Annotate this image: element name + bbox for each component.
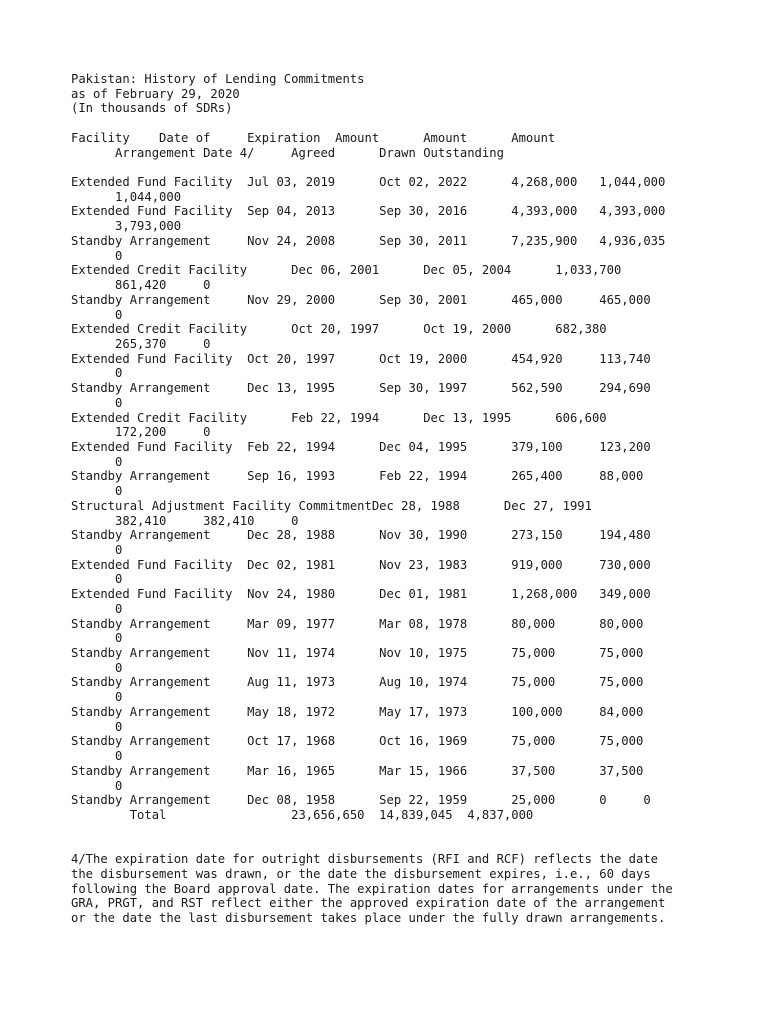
footnote-line: or the date the last disbursement takes place under the fully drawn arrangements. — [71, 910, 666, 925]
document-header — [71, 72, 711, 116]
table-row: Extended Fund Facility Feb 22, 1994 Dec 04, 1995 379,100 123,200 — [71, 439, 651, 454]
spacer — [71, 160, 711, 175]
table-row-wrap: 172,200 0 — [71, 425, 211, 440]
table-row-wrap: 1,044,000 — [71, 189, 182, 204]
table-row-wrap: 0 — [71, 454, 123, 469]
table-row: Standby Arrangement Aug 11, 1973 Aug 10, 1974 75,000 75,000 — [71, 675, 644, 690]
table-row-wrap: 0 — [71, 719, 123, 734]
table-row-wrap: 861,420 0 — [71, 278, 211, 293]
spacer — [71, 837, 711, 852]
table-row-wrap: 0 — [71, 749, 123, 764]
table-row-wrap: 0 — [71, 307, 123, 322]
table-row-wrap: 0 — [71, 778, 123, 793]
table-row: Standby Arrangement Nov 24, 2008 Sep 30, 2011 7,235,900 4,936,035 — [71, 233, 666, 248]
column-header-line: Arrangement Date 4/ Agreed Drawn Outstanding — [71, 145, 504, 160]
commitments-table — [71, 175, 711, 823]
table-row: Standby Arrangement Dec 28, 1988 Nov 30, 1990 273,150 194,480 — [71, 528, 651, 543]
table-row-wrap: 3,793,000 — [71, 219, 182, 234]
table-row: Extended Credit Facility Oct 20, 1997 Oct 19, 2000 682,380 — [71, 322, 607, 337]
table-row-wrap: 0 — [71, 395, 123, 410]
table-row-wrap: 0 — [71, 366, 123, 381]
table-row: Standby Arrangement Nov 11, 1974 Nov 10, 1975 75,000 75,000 — [71, 646, 644, 661]
table-row-wrap: 0 — [71, 601, 123, 616]
table-row: Extended Fund Facility Nov 24, 1980 Dec 01, 1981 1,268,000 349,000 — [71, 587, 651, 602]
footnote-line: GRA, PRGT, and RST reflect either the approved expiration date of the arrangement — [71, 896, 666, 911]
table-row: Extended Fund Facility Sep 04, 2013 Sep 30, 2016 4,393,000 4,393,000 — [71, 204, 666, 219]
table-row: Standby Arrangement May 18, 1972 May 17, 1973 100,000 84,000 — [71, 704, 644, 719]
table-row-wrap: 382,410 382,410 0 — [71, 513, 299, 528]
table-row: Extended Fund Facility Dec 02, 1981 Nov 23, 1983 919,000 730,000 — [71, 557, 651, 572]
table-row-wrap: 0 — [71, 631, 123, 646]
table-row-wrap: 0 — [71, 572, 123, 587]
table-row: Standby Arrangement Nov 29, 2000 Sep 30, 2001 465,000 465,000 — [71, 292, 651, 307]
table-row: Standby Arrangement Oct 17, 1968 Oct 16, 1969 75,000 75,000 — [71, 734, 644, 749]
table-row: Extended Credit Facility Feb 22, 1994 Dec 13, 1995 606,600 — [71, 410, 607, 425]
table-row: Standby Arrangement Mar 09, 1977 Mar 08, 1978 80,000 80,000 — [71, 616, 644, 631]
table-row: Extended Credit Facility Dec 06, 2001 Dec 05, 2004 1,033,700 — [71, 263, 622, 278]
table-row: Standby Arrangement Mar 16, 1965 Mar 15, 1966 37,500 37,500 — [71, 763, 644, 778]
table-row: Standby Arrangement Dec 08, 1958 Sep 22, 1959 25,000 0 0 — [71, 793, 651, 808]
footnote-line: following the Board approval date. The expiration dates for arrangements under the — [71, 881, 673, 896]
table-row-wrap: 265,370 0 — [71, 336, 211, 351]
table-row: Extended Fund Facility Jul 03, 2019 Oct 02, 2022 4,268,000 1,044,000 — [71, 175, 666, 190]
table-row-wrap: 0 — [71, 660, 123, 675]
spacer — [71, 823, 711, 838]
table-row: Standby Arrangement Sep 16, 1993 Feb 22, 1994 265,400 88,000 — [71, 469, 644, 484]
table-row-wrap: 0 — [71, 543, 123, 557]
column-header-line: Facility Date of Expiration Amount Amount Amount — [71, 130, 556, 145]
table-row-wrap: 0 — [71, 484, 123, 499]
table-row: Structural Adjustment Facility CommitmentDec 28, 1988 Dec 27, 1991 — [71, 498, 592, 513]
spacer — [71, 116, 711, 131]
footnote-line: 4/The expiration date for outright disbursements (RFI and RCF) reflects the date — [71, 852, 658, 867]
table-row: Standby Arrangement Dec 13, 1995 Sep 30, 1997 562,590 294,690 — [71, 381, 651, 396]
units-note: (In thousands of SDRs) — [71, 101, 233, 116]
footnote — [71, 852, 711, 926]
column-headers — [71, 131, 711, 160]
document-page — [71, 72, 711, 926]
as-of-date: as of February 29, 2020 — [71, 86, 240, 101]
document-title: Pakistan: History of Lending Commitments — [71, 72, 365, 86]
table-row-wrap: 0 — [71, 248, 123, 263]
table-row-wrap: 0 — [71, 690, 123, 705]
total-row: Total 23,656,650 14,839,045 4,837,000 — [71, 807, 534, 822]
footnote-line: the disbursement was drawn, or the date the disbursement expires, i.e., 60 days — [71, 866, 651, 881]
table-row: Extended Fund Facility Oct 20, 1997 Oct 19, 2000 454,920 113,740 — [71, 351, 651, 366]
